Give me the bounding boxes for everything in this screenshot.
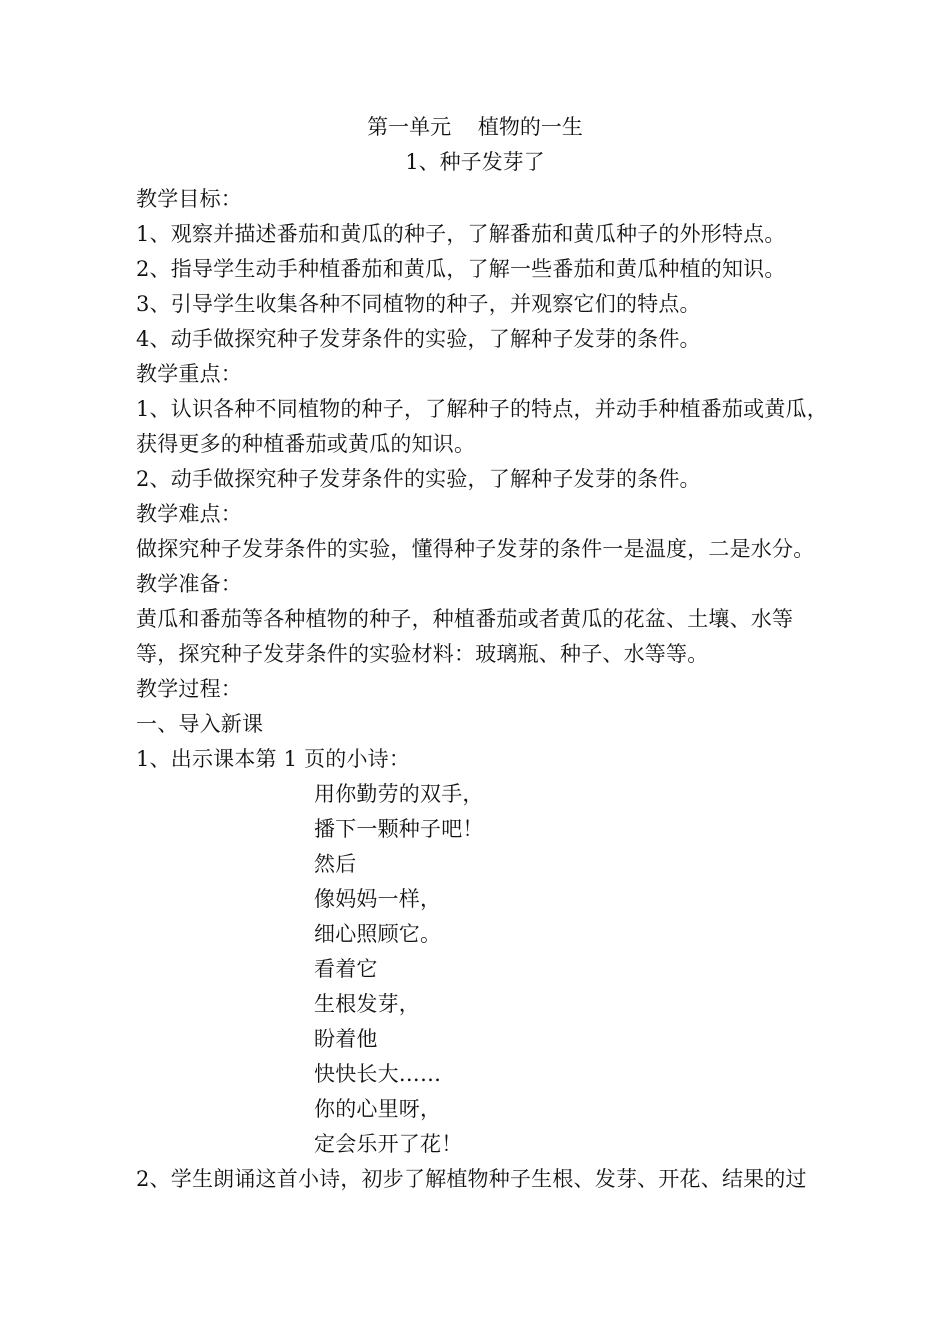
- lesson-title: 1、种子发芽了: [405, 150, 545, 174]
- step-2: 2、学生朗诵这首小诗，初步了解植物种子生根、发芽、开花、结果的过: [136, 1167, 807, 1191]
- unit-title: 第一单元 植物的一生: [367, 115, 583, 139]
- goal-item-3: 3、引导学生收集各种不同植物的种子，并观察它们的特点。: [136, 292, 701, 316]
- heading-teaching-goals: 教学目标：: [136, 187, 242, 211]
- poem-line: 盼着他: [314, 1027, 378, 1051]
- heading-preparation: 教学准备：: [136, 572, 242, 596]
- poem-line: 你的心里呀，: [314, 1097, 442, 1121]
- document-body: [136, 182, 846, 1197]
- heading-key-points: 教学重点：: [136, 362, 242, 386]
- heading-difficulties: 教学难点：: [136, 502, 242, 526]
- goal-item-4: 4、动手做探究种子发芽条件的实验，了解种子发芽的条件。: [136, 327, 701, 351]
- goal-item-1: 1、观察并描述番茄和黄瓜的种子，了解番茄和黄瓜种子的外形特点。: [136, 222, 786, 246]
- key-point-2: 2、动手做探究种子发芽条件的实验，了解种子发芽的条件。: [136, 467, 701, 491]
- section-introduction: 一、导入新课: [136, 712, 264, 736]
- poem-line: 播下一颗种子吧！: [314, 817, 484, 841]
- poem-line: 快快长大……: [314, 1062, 442, 1086]
- poem-line: 用你勤劳的双手，: [314, 782, 484, 806]
- poem-line: 看着它: [314, 957, 378, 981]
- key-point-1: 1、认识各种不同植物的种子，了解种子的特点，并动手种植番茄或黄瓜，: [136, 397, 828, 421]
- goal-item-2: 2、指导学生动手种植番茄和黄瓜，了解一些番茄和黄瓜种植的知识。: [136, 257, 786, 281]
- poem-line: 生根发芽，: [314, 992, 420, 1016]
- poem-line: 然后: [314, 852, 357, 876]
- difficulty-text: 做探究种子发芽条件的实验，懂得种子发芽的条件一是温度，二是水分。: [136, 537, 815, 561]
- preparation-text-continued: 等，探究种子发芽条件的实验材料：玻璃瓶、种子、水等等。: [136, 642, 709, 666]
- key-point-1-continued: 获得更多的种植番茄或黄瓜的知识。: [136, 432, 476, 456]
- preparation-text: 黄瓜和番茄等各种植物的种子，种植番茄或者黄瓜的花盆、土壤、水等: [136, 607, 794, 631]
- poem-line: 像妈妈一样，: [314, 887, 442, 911]
- poem-line: 定会乐开了花！: [314, 1132, 463, 1156]
- poem-line: 细心照顾它。: [314, 922, 442, 946]
- heading-process: 教学过程：: [136, 677, 242, 701]
- step-1: 1、出示课本第 1 页的小诗：: [136, 747, 411, 771]
